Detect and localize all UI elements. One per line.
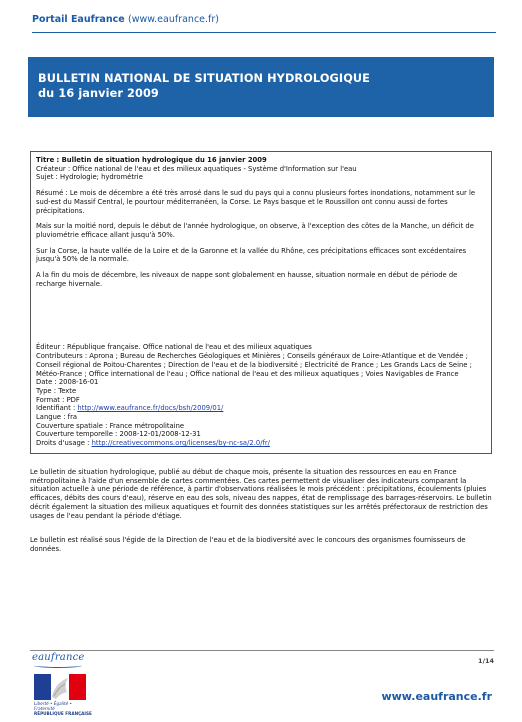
- meta-creator: Créateur : Office national de l'eau et des milieux aquatiques - Système d'Information sur l'eau: [36, 164, 357, 173]
- portal-url[interactable]: (www.eaufrance.fr): [128, 14, 219, 25]
- page-number: 1/14: [478, 657, 494, 665]
- banner-date: du 16 janvier 2009: [38, 87, 159, 100]
- identifier-link[interactable]: http://www.eaufrance.fr/docs/bsh/2009/01/: [77, 404, 224, 413]
- meta-summary-3: Sur la Corse, la haute vallée de la Loire et de la Garonne et la vallée du Rhône, ces précipitations efficaces sont excédentaires jusqu'à 50% de la normale.: [36, 246, 467, 264]
- site-url-link[interactable]: www.eaufrance.fr: [381, 690, 492, 703]
- portal-name: Portail Eaufrance: [32, 14, 125, 25]
- rights-link[interactable]: http://creativecommons.org/licenses/by-nc-sa/2.0/fr/: [91, 439, 270, 448]
- eaufrance-logo: [32, 652, 85, 663]
- meta-format: Format : PDF: [36, 395, 80, 404]
- meta-title: Titre : Bulletin de situation hydrologique du 16 janvier 2009: [36, 156, 267, 164]
- republique-francaise-logo: [34, 674, 92, 716]
- description-block: [30, 468, 492, 554]
- meta-summary-1: Résumé : Le mois de décembre a été très arrosé dans le sud du pays qui a connu plusieurs fortes inondations, notamment sur le sud-est du Massif Central, le pourtour méditerranéen, la Corse. Le Pays basque et le Roussillon ont connu aussi de fortes précipitations.: [36, 189, 476, 215]
- metadata-box: [30, 151, 492, 454]
- meta-date: Date : 2008-16-01: [36, 378, 99, 387]
- eaufrance-logo-text: eaufrance: [32, 652, 85, 663]
- meta-temporal: Couverture temporelle : 2008-12-01/2008-12-31: [36, 430, 201, 439]
- description-paragraph-1: Le bulletin de situation hydrologique, publié au début de chaque mois, présente la situation des ressources en eau en France métropolitaine à l'aide d'un ensemble de cartes commentées. Ces cartes permettent de visualiser des indicateurs comparant la situation actuelle à une période de référence, à partir d'observations réalisées le mois précédent : précipitations, écoulements (pluies efficaces, débits des cours d'eau), réserve en eau des sols, niveau des nappes, état de remplissage des barrages-réservoirs. Le bulletin décrit également la situation des milieux aquatiques et fournit des données statistiques sur les arrêtés préfectoraux de restriction des usages de l'eau pendant la période d'étiage.: [30, 468, 492, 520]
- marianne-republique: RÉPUBLIQUE FRANÇAISE: [34, 711, 92, 716]
- banner-title: BULLETIN NATIONAL DE SITUATION HYDROLOGIQUE: [38, 72, 371, 85]
- meta-summary-4: A la fin du mois de décembre, les niveaux de nappe sont globalement en hausse, situation normale en début de période de recharge hivernale.: [36, 271, 458, 288]
- marianne-text: [34, 701, 94, 716]
- meta-identifier: [36, 404, 486, 413]
- marianne-motto: Liberté • Égalité • Fraternité: [34, 701, 73, 711]
- eaufrance-logo-arc: [34, 663, 82, 668]
- meta-identifier-label: Identifiant :: [36, 404, 78, 413]
- meta-subject: Sujet : Hydrologie; hydrométrie: [36, 173, 143, 182]
- footer-divider: [30, 650, 494, 651]
- meta-type: Type : Texte: [36, 386, 77, 395]
- meta-publisher: Éditeur : République française. Office national de l'eau et des milieux aquatiques: [36, 343, 312, 352]
- meta-rights: [36, 439, 486, 448]
- header-divider: [32, 32, 496, 33]
- meta-spatial: Couverture spatiale : France métropolitaine: [36, 421, 185, 430]
- meta-rights-label: Droits d'usage :: [36, 439, 92, 448]
- meta-summary-2: Mais sur la moitié nord, depuis le début de l'année hydrologique, on observe, à l'exception des côtes de la Manche, un déficit de pluviométrie efficace allant jusqu'à 50%.: [36, 222, 474, 239]
- title-banner: [28, 57, 494, 117]
- marianne-flag-icon: [34, 674, 86, 700]
- meta-contributors: Contributeurs : Aprona ; Bureau de Recherches Géologiques et Minières ; Conseils généraux de Loire-Atlantique et de Vendée ; Conseil régional de Poitou-Charentes ; Direction de l'eau et de la biodiversité ; Electricité de France ; Les Grands Lacs de Seine ; Météo-France ; Office international de l'eau ; Office national de l'eau et des milieux aquatiques ; Voies Navigables de France: [36, 352, 472, 378]
- portal-header: [32, 14, 219, 25]
- description-paragraph-2: Le bulletin est réalisé sous l'égide de la Direction de l'eau et de la biodiversité avec le concours des organismes fournisseurs de données.: [30, 536, 466, 553]
- meta-language: Langue : fra: [36, 413, 78, 422]
